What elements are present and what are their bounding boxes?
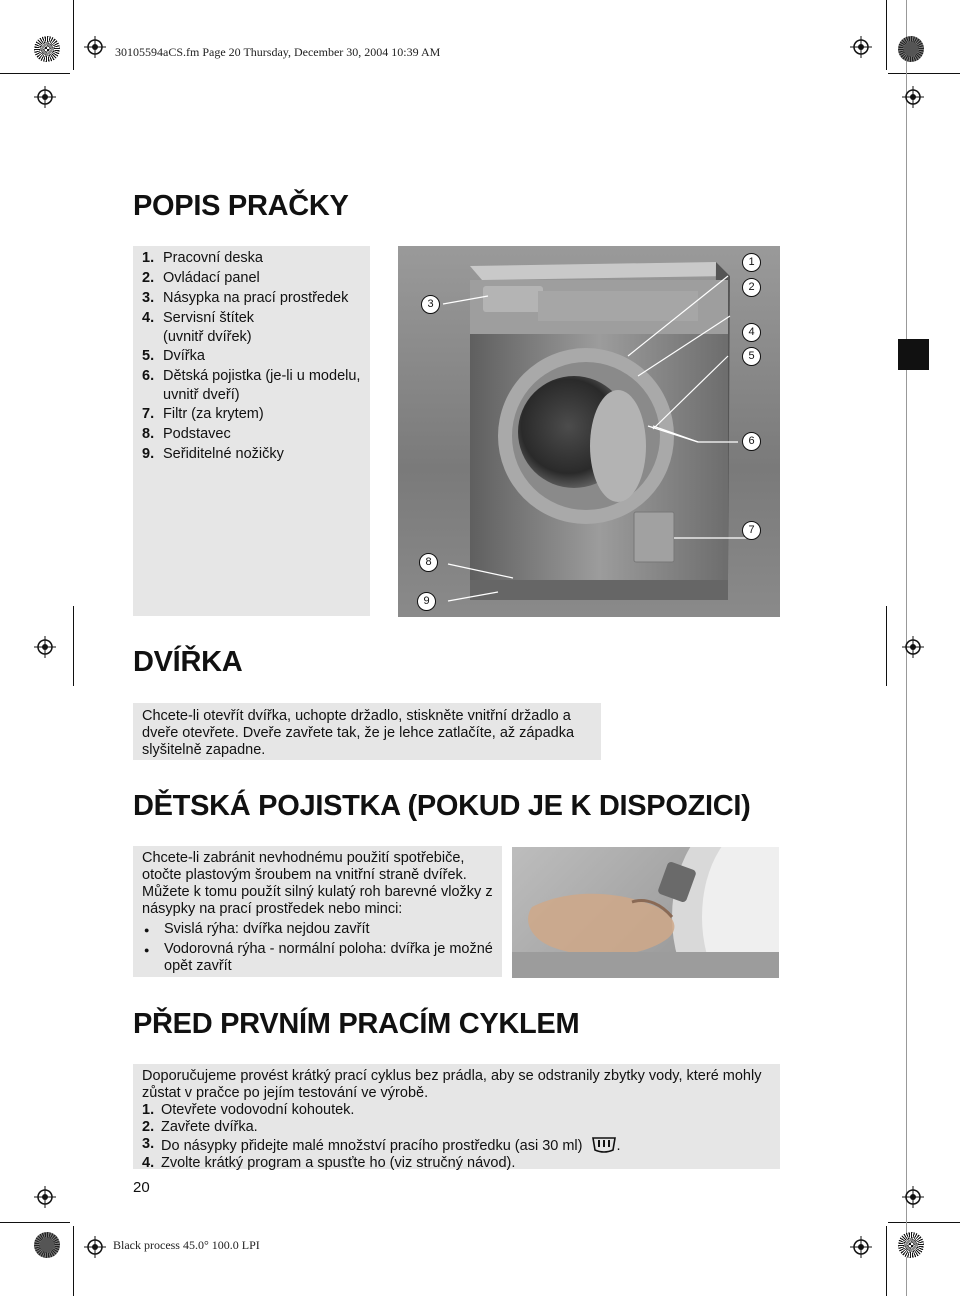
parts-list-item <box>133 248 370 268</box>
registration-mark-icon <box>902 86 924 108</box>
first-cycle-box <box>133 1064 780 1169</box>
callout-4: 4 <box>742 323 761 342</box>
registration-mark-icon <box>34 1186 56 1208</box>
first-cycle-steps <box>142 1102 770 1172</box>
dvirka-text-box <box>133 703 601 760</box>
side-crop-mark <box>886 606 887 686</box>
callout-8: 8 <box>419 553 438 572</box>
callout-3: 3 <box>421 295 440 314</box>
washing-machine-photo <box>398 246 780 617</box>
parts-list-item <box>133 444 370 464</box>
child-lock-paragraph: Chcete-li zabránit nevhodnému použití spotřebiče, otočte plastovým šroubem na vnitřní straně dvířek. Můžete k tomu použít silný kulatý roh barevné vložky z násypky na prací prostředek nebo minci: <box>142 850 493 917</box>
parts-list-item <box>133 328 370 346</box>
child-lock-photo <box>512 847 779 978</box>
parts-list-number: 9. <box>142 446 155 462</box>
starburst-target-icon <box>898 1232 924 1258</box>
registration-mark-icon <box>34 636 56 658</box>
parts-list-label: Filtr (za krytem) <box>163 406 264 422</box>
registration-mark-icon <box>902 1186 924 1208</box>
section-title-popis-pracky: POPIS PRAČKY <box>133 190 349 222</box>
parts-list-number: 4. <box>142 310 155 326</box>
registration-mark-icon <box>84 1236 106 1258</box>
starburst-target-icon <box>898 36 924 62</box>
parts-list-item <box>133 288 370 308</box>
step-text: Otevřete vodovodní kohoutek. <box>161 1102 355 1118</box>
starburst-target-icon <box>34 1232 60 1258</box>
crop-mark <box>886 0 887 70</box>
callout-2: 2 <box>742 278 761 297</box>
parts-list-item <box>133 308 370 328</box>
step-item <box>142 1119 770 1136</box>
parts-list-number: 8. <box>142 426 155 442</box>
step-item <box>142 1155 770 1172</box>
registration-mark-icon <box>34 86 56 108</box>
starburst-target-icon <box>34 36 60 62</box>
parts-list-label: uvnitř dveří) <box>163 387 240 403</box>
registration-mark-icon <box>902 636 924 658</box>
dvirka-paragraph: Chcete-li otevřít dvířka, uchopte držadlo, stiskněte vnitřní držadlo a dveře otevřete. Dveře zavřete tak, že je lehce zatlačíte, až západka slyšitelně zapadne. <box>142 708 575 758</box>
parts-list-number: 7. <box>142 406 155 422</box>
page-number: 20 <box>133 1179 150 1196</box>
parts-list-item <box>133 404 370 424</box>
parts-list-number: 3. <box>142 290 155 306</box>
parts-list-label: Seřiditelné nožičky <box>163 446 284 462</box>
crop-mark <box>73 0 74 70</box>
step-item <box>142 1102 770 1119</box>
parts-list-number: 1. <box>142 250 155 266</box>
parts-list-label: Servisní štítek <box>163 310 255 326</box>
parts-list-label: Dvířka <box>163 348 205 364</box>
side-tab <box>898 339 929 370</box>
crop-mark <box>0 1222 70 1223</box>
section-title-dvirka: DVÍŘKA <box>133 646 243 678</box>
parts-list-label: Ovládací panel <box>163 270 260 286</box>
step-number: 2. <box>142 1119 155 1135</box>
side-crop-mark <box>73 606 74 686</box>
parts-list-box <box>133 246 370 616</box>
parts-list-number: 6. <box>142 368 155 384</box>
registration-mark-icon <box>850 36 872 58</box>
parts-list-label: Násypka na prací prostředek <box>163 290 349 306</box>
registration-mark-icon <box>850 1236 872 1258</box>
callout-7: 7 <box>742 521 761 540</box>
child-lock-bullets <box>142 921 496 975</box>
step-text: Do násypky přidejte malé množství pracího prostředku (asi 30 ml) <box>161 1138 583 1154</box>
print-footer: Black process 45.0° 100.0 LPI <box>113 1238 260 1252</box>
crop-mark <box>0 73 70 74</box>
child-lock-bullet: ● Vodorovná rýha - normální poloha: dvířka je možné opět zavřít <box>142 941 496 975</box>
parts-list-item <box>133 268 370 288</box>
step-text: Zvolte krátký program a spusťte ho (viz stručný návod). <box>161 1155 516 1171</box>
parts-list-number: 2. <box>142 270 155 286</box>
first-cycle-intro: Doporučujeme provést krátký prací cyklus bez prádla, aby se odstranily zbytky vody, které mohly zůstat v pračce po jejím testování ve výrobě. <box>142 1068 762 1101</box>
callout-5: 5 <box>742 347 761 366</box>
parts-list <box>133 248 370 464</box>
step-number: 3. <box>142 1136 155 1152</box>
section-title-pred-prvnim-cyklem: PŘED PRVNÍM PRACÍM CYKLEM <box>133 1008 580 1040</box>
section-title-detska-pojistka: DĚTSKÁ POJISTKA (POKUD JE K DISPOZICI) <box>133 790 751 822</box>
registration-mark-icon <box>84 36 106 58</box>
callout-1: 1 <box>742 253 761 272</box>
step-text: Zavřete dvířka. <box>161 1119 258 1135</box>
detergent-compartment-icon <box>591 1136 617 1153</box>
washing-machine-drawing <box>398 246 780 617</box>
parts-list-label: (uvnitř dvířek) <box>163 329 252 345</box>
crop-mark <box>73 1226 74 1296</box>
parts-list-item <box>133 346 370 366</box>
step-suffix: . <box>616 1138 621 1154</box>
parts-list-label: Pracovní deska <box>163 250 263 266</box>
print-header: 30105594aCS.fm Page 20 Thursday, December 30, 2004 10:39 AM <box>115 45 441 59</box>
parts-list-item <box>133 366 370 386</box>
parts-list-item <box>133 424 370 444</box>
step-item <box>142 1136 770 1155</box>
child-lock-drawing <box>512 847 779 978</box>
parts-list-label: Podstavec <box>163 426 231 442</box>
child-lock-text-box <box>133 846 502 977</box>
callout-9: 9 <box>417 592 436 611</box>
step-number: 4. <box>142 1155 155 1171</box>
parts-list-number: 5. <box>142 348 155 364</box>
step-number: 1. <box>142 1102 155 1118</box>
callout-6: 6 <box>742 432 761 451</box>
parts-list-label: Dětská pojistka (je-li u modelu, <box>163 368 361 384</box>
crop-mark <box>888 1222 960 1223</box>
crop-mark <box>886 1226 887 1296</box>
crop-mark <box>888 73 960 74</box>
child-lock-bullet: ● Svislá rýha: dvířka nejdou zavřít <box>142 921 496 938</box>
parts-list-item <box>133 386 370 404</box>
